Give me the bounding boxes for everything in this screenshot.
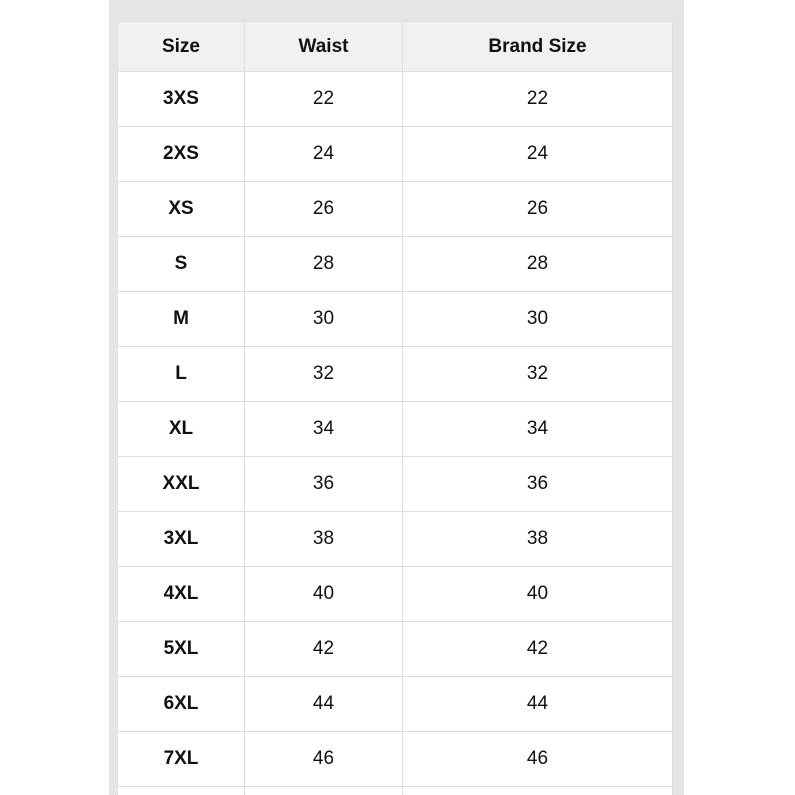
table-row	[118, 292, 673, 347]
size-cell: S	[118, 237, 245, 292]
table-row	[118, 127, 673, 182]
waist-cell: 40	[245, 567, 403, 622]
table-row	[118, 347, 673, 402]
size-cell: L	[118, 347, 245, 402]
size-cell: XS	[118, 182, 245, 237]
brand-size-cell: 40	[403, 567, 673, 622]
size-cell: 3XS	[118, 72, 245, 127]
table-body	[118, 72, 673, 795]
brand-size-cell: 24	[403, 127, 673, 182]
waist-cell-empty	[245, 787, 403, 795]
size-cell: M	[118, 292, 245, 347]
table-row	[118, 237, 673, 292]
waist-cell: 24	[245, 127, 403, 182]
waist-cell: 34	[245, 402, 403, 457]
size-cell: 5XL	[118, 622, 245, 677]
header-waist: Waist	[245, 22, 403, 72]
table-row	[118, 512, 673, 567]
brand-size-cell: 36	[403, 457, 673, 512]
table-row	[118, 567, 673, 622]
waist-cell: 44	[245, 677, 403, 732]
brand-size-cell: 32	[403, 347, 673, 402]
size-cell: 7XL	[118, 732, 245, 787]
header-brand-size: Brand Size	[403, 22, 673, 72]
waist-cell: 26	[245, 182, 403, 237]
brand-size-cell: 34	[403, 402, 673, 457]
brand-size-cell: 46	[403, 732, 673, 787]
size-cell: 6XL	[118, 677, 245, 732]
brand-size-cell: 30	[403, 292, 673, 347]
size-cell: XL	[118, 402, 245, 457]
table-row	[118, 622, 673, 677]
table-row	[118, 72, 673, 127]
brand-size-cell: 42	[403, 622, 673, 677]
table-header-row	[118, 22, 673, 72]
size-cell: 3XL	[118, 512, 245, 567]
table-row	[118, 182, 673, 237]
table-row	[118, 402, 673, 457]
waist-cell: 22	[245, 72, 403, 127]
waist-cell: 32	[245, 347, 403, 402]
size-cell: 4XL	[118, 567, 245, 622]
table-row-partial	[118, 787, 673, 795]
waist-cell: 42	[245, 622, 403, 677]
brand-size-cell: 28	[403, 237, 673, 292]
brand-size-cell-empty	[403, 787, 673, 795]
brand-size-cell: 38	[403, 512, 673, 567]
brand-size-cell: 44	[403, 677, 673, 732]
size-chart-panel	[109, 0, 684, 795]
brand-size-cell: 26	[403, 182, 673, 237]
table-row	[118, 677, 673, 732]
size-cell: XXL	[118, 457, 245, 512]
waist-cell: 28	[245, 237, 403, 292]
size-chart-table	[117, 21, 673, 795]
table-row	[118, 457, 673, 512]
waist-cell: 46	[245, 732, 403, 787]
brand-size-cell: 22	[403, 72, 673, 127]
waist-cell: 38	[245, 512, 403, 567]
table-row	[118, 732, 673, 787]
size-cell: 2XS	[118, 127, 245, 182]
waist-cell: 30	[245, 292, 403, 347]
header-size: Size	[118, 22, 245, 72]
waist-cell: 36	[245, 457, 403, 512]
size-cell-empty	[118, 787, 245, 795]
